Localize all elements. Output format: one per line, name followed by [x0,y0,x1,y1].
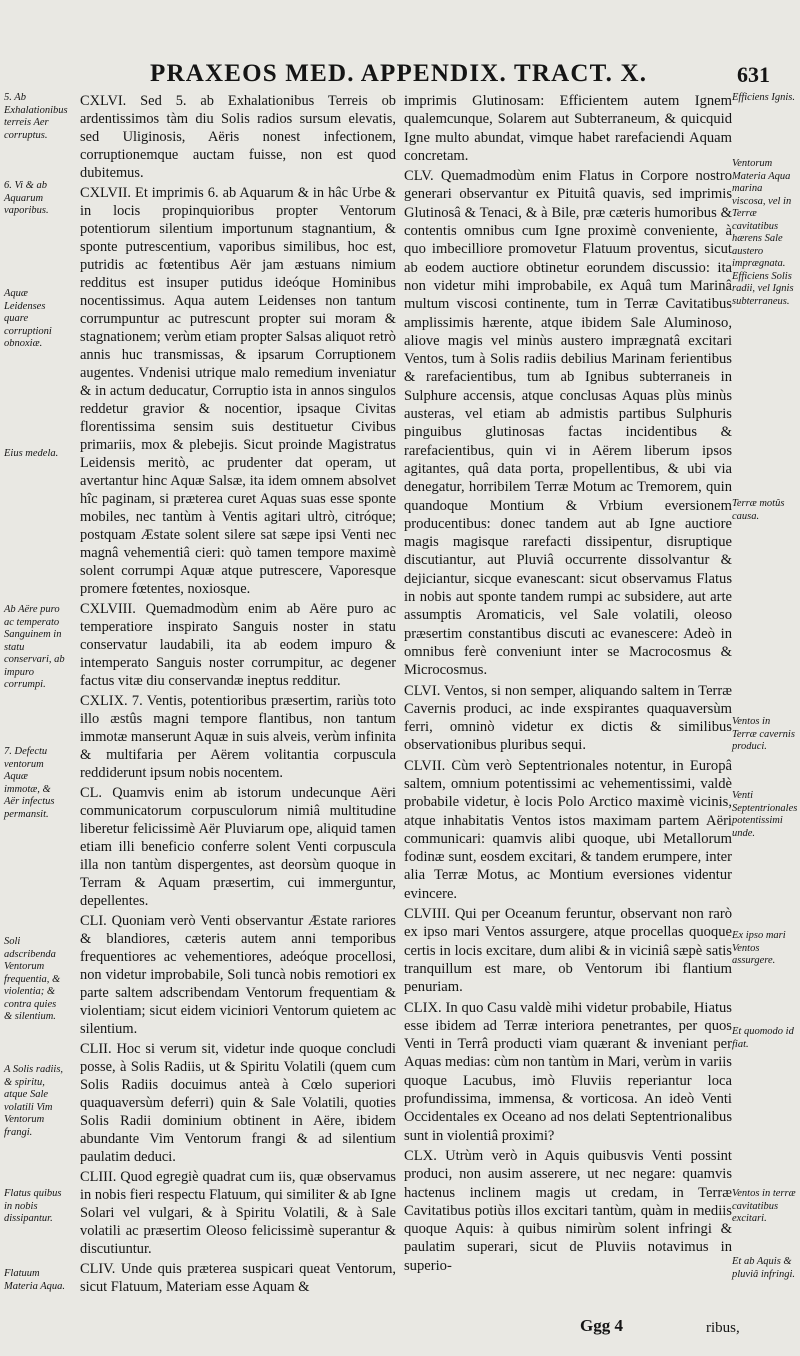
paragraph: CLIII. Quod egregiè quadrat cum iis, quæ observamus in nobis fieri respectu Flatuum, qui similiter & ab Igne Solari vel vulgari, & à Spiritu Volatili, & à Sale volatili ac præsertim Oleoso felicissimè superantur & discutiuntur. [80,1169,396,1257]
margin-note-left: Eius medela. [4,448,59,459]
paragraph: CLVIII. Qui per Oceanum feruntur, observant non rarò ex ipso mari Ventos assurgere, atque procellas quoque certis in locis excitare, dum alibi & in viciniâ sæpè satis tranquillum est mare, ob Ventorum ibi flantium penuriam. [404,906,732,996]
paragraph: CLI. Quoniam verò Venti observantur Æstate rariores & blandiores, cæteris autem anni temporibus frequentiores ac vehementiores, adeóque procellosi, non videtur improbabile, Soli tuncà nobis remotiori ex parte saltem adscribendam Ventorum frequentiam & violentiam; sicut eidem viciniori Ventorum quietem ac silentium. [80,913,396,1037]
margin-note-right: Ventos in Terræ cavernis produci. [732,716,795,752]
right-text-column [404,92,732,1275]
paragraph: CLIX. In quo Casu valdè mihi videtur probabile, Hiatus esse ibidem ad Terræ interiora penetrantes, per quos Venti in Terrâ producti viam quærant & inveniant per Aquas medias: cùm non tantùm in Mari, verùm in variis quoque Lacubus, imò Fluviis reperiantur loca profundissima, immensa, & vorticosa. An ideò Venti Occidentales ex Oceano ad nos delati Septentrionalibus sunt in violentiâ proximi? [404,999,732,1144]
margin-note-left: Flatus quibus in nobis dissipantur. [4,1188,62,1224]
paragraph: CXLVII. Et imprimis 6. ab Aquarum & in hâc Urbe & in locis propinquioribus propter Ventorum potentiorum silentium importunum stagnantium, & sponte putrescentium, vaporibus similibus, hoc est, putridis ac fœtentibus Aër jam æstuans nimium redditus est insuper putidus ideóque Hominibus nocentissimus. Aqua autem Leidenses non tantum corrumpuntur ac putrescunt propter sui moram & stagnationem; verùm etiam propter Salsas aliquot retrò annis huc transmissas, & ipsarum Corruptionem augentes. Vndenisi utrique malo remedium inveniatur & in actum deducatur, Corruptio ista in annos singulos reddetur gravior & nocentior, ipsaque Civitas florentissima sensim suis destituetur Civibus primariis, mox & plebejis. Sicut proinde Magistratus Leidensis meritò, ac prudenter dat operam, ut avertantur hinc Aquæ Salsæ, ita idem omnem absolvet hîc paginam, si præterea curet Aquas suas esse sponte mobiles, nec tantùm à Ventis agitari ultrò, citróque; postquam Æstate solent silere sat sæpe ipsi Venti nec magnâ vehementiâ cieri: quò tamen tempore maximè solent corrumpi Aquæ atque putrescere, Vaporesque promere fœtentes, noxiosque. [80,185,396,597]
paragraph: CLVI. Ventos, si non semper, aliquando saltem in Terræ Cavernis produci, ac inde exspirantes quaquaversùm ferri, omninò videtur ex dictis & similibus observationibus pluribus sequi. [404,682,732,754]
margin-note-right: Ventos in terræ cavitatibus excitari. [732,1188,796,1224]
paragraph: CXLVIII. Quemadmodùm enim ab Aëre puro ac temperatiore inspirato Sanguis noster in statu conservatur laudabili, ita ab eodem impuro & intemperato Sanguis noster corrumpitur, ac degener factus vitæ diu conservandæ ineptus redditur. [80,601,396,689]
paragraph: CLV. Quemadmodùm enim Flatus in Corpore nostro generari observantur ex Pituitâ quavis, sed imprimis Glutinosâ & Tenaci, & à Bile, præ cæteris humoribus & contentis omnibus cum Igne proximè conveniente, à quo imbecilliore promovetur Flatuum proventus, sicut ab eodem auctiore obtinetur eorundem discussio: ita non videtur mihi improbabile, ex Aquâ tum Marinâ multum viscosi continente, tum in Terræ Cavitatibus amplissimis hærente, atque ibidem Sale Aluminoso, aliove magis vel minùs austero imprægnatâ excitari Ventos, tum à Solis radiis debilius Marinam ferientibus & rarefacientibus, tum ab Ignibus subterraneis in Sulphure accensis, atque conclusas Aquas plùs minùs austeras, vel etiam ab admistis partibus Sulphuris pinguibus glutinosas factas incidentibus & rarefacientibus, quin vi in Aërem liberum ipsos agitantes, quâ data porta, propellentibus, & ubi via denegatur, horribilem Terræ Motum ac Tremorem, quin quandoque Montium & Vrbium eversionem producentibus: donec tandem aut ab Igne auctiore magis magisque rarefacti dissipentur, disruptique discutiantur, aut Pluviâ occurrente dissolvantur & dejiciantur, sicque evanescant: sicut observamus Flatus in nobis aut sponte tandem rumpi ac subsidere, aut arte assumptis Aromaticis, vel Sale volatili, oleoso præsertim constantibus discuti ac evanescere: Adeò in omnibus ferè conveniunt inter se Macrocosmus & Microcosmus. [404,168,732,679]
margin-note-right: Ventorum Materia Aqua marina viscosa, vel in Terræ cavitatibus hærens Sale austero imprægnata. Efficiens Solis radii, vel Ignis subterraneus. [732,158,794,307]
margin-note-right: Ex ipso mari Ventos assurgere. [732,930,786,966]
margin-note-left: A Solis radiis, & spiritu, atque Sale volatili Vim Ventorum frangi. [4,1064,64,1138]
margin-note-left: Aquæ Leidenses quare corruptioni obnoxiæ. [4,288,52,349]
margin-note-left: Ab Aëre puro ac temperato Sanguinem in statu conservari, ab impuro corrumpi. [4,604,65,690]
margin-note-right: Venti Septentrionales potentissimi unde. [732,790,798,839]
paragraph: CLVII. Cùm verò Septentrionales notentur, in Europâ saltem, omnium potentissimi ac vehementissimi, valdè probabile videtur, è locis Polo Arctico maximè vicinis, atque inhabitatis Ventos istos maximam partem Aëri communicari: quamvis alibi quoque, ubi Metallorum fodinæ sunt, eosdem excitari, & tandem erumpere, inter alia Terræ Motus, ac Montium eversiones videntur evincere. [404,757,732,902]
paragraph: CLX. Utrùm verò in Aquis quibusvis Venti possint produci, non ausim asserere, ut nec negare: quamvis hactenus inclinem magis ut credam, in Terræ Cavitatibus potiùs illos excitari tantùm, quàm in mediis quoque Aquis: à quibus nimirùm solent infringi & paulatim superari, sicut de Pluviis notavimus in superio- [404,1147,732,1274]
margin-note-right: Terræ motûs causa. [732,498,785,522]
catchword: ribus, [706,1320,740,1336]
page-number: 631 [737,62,770,87]
margin-note-left: 6. Vi & ab Aquarum vaporibus. [4,180,49,216]
margin-note-right: Et quomodo id fiat. [732,1026,794,1050]
left-text-column [80,92,396,1296]
running-header [150,60,790,90]
page-footer [580,1316,780,1336]
margin-note-left: 7. Defectu ventorum Aquæ immotæ, & Aër infectus permansit. [4,746,55,820]
paragraph: CXLVI. Sed 5. ab Exhalationibus Terreis ob ardentissimos tàm diu Solis radios sursum elevatis, sed Uliginosis, Aëris nonest infectionem, corruptionemque auctam fuisse, non est quod dubitemus. [80,93,396,181]
margin-note-left: 5. Ab Exhalationibus terreis Aer corruptus. [4,92,68,141]
signature-mark: Ggg 4 [580,1316,623,1335]
margin-note-left: Flatuum Materia Aqua. [4,1268,66,1292]
paragraph: CLII. Hoc si verum sit, videtur inde quoque concludi posse, à Solis Radiis, ut & Spiritu Volatili (quem cum Solis Radiis docuimus anteà à Cœlo superiori quaquaversùm deferri) quin & Sale Volatili, quoties Solis Radii dominium obtinent in Aëre, ibidem abundante Vim Ventorum frangi & ad silentium paulatim deduci. [80,1041,396,1165]
margin-note-right: Et ab Aquis & pluviâ infringi. [732,1256,795,1280]
margin-note-right: Efficiens Ignis. [732,92,795,103]
paragraph: CL. Quamvis enim ab istorum undecunque Aëri communicatorum corpusculorum nimiâ multitudine liberetur felicissimè Aër Pluviarum ope, aliquid tamen etiam illi beneficio conferre solent Venti corpuscula illa non tantùm dispergentes, ast deorsùm quoque in Terram & Aquam præsertim, cui immerguntur, depellentes. [80,785,396,909]
paragraph: CXLIX. 7. Ventis, potentioribus præsertim, rariùs toto illo æstûs magni tempore flantibus, non tantum immotæ manserunt Aquæ in suis alveis, verùm infinita & multifaria per Aërem volitantia corpuscula reddiderunt ipsum nobis nocentem. [80,693,396,781]
paragraph: CLIV. Unde quis præterea suspicari queat Ventorum, sicut Flatuum, Materiam esse Aquam & [80,1261,396,1295]
paragraph: imprimis Glutinosam: Efficientem autem Ignem qualemcunque, Solarem aut Subterraneum, & quicquid Igne multo abundat, vimque habet rarefaciendi Aquam concretam. [404,93,732,164]
running-title: PRAXEOS MED. APPENDIX. TRACT. X. [150,60,648,87]
margin-note-left: Soli adscribenda Ventorum frequentia, & violentia; & contra quies & silentium. [4,936,61,1022]
